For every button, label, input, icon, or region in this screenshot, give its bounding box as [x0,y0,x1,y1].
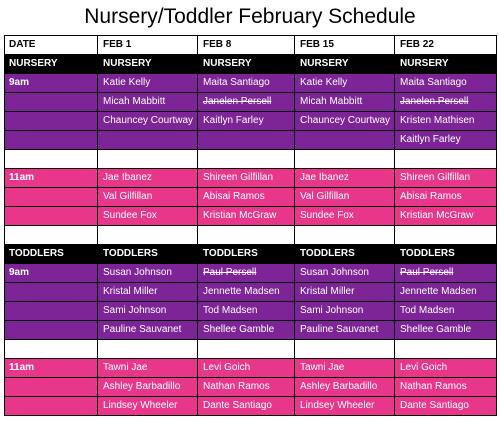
date-column-header: DATE [5,36,98,55]
date-feb-1: FEB 1 [98,36,198,55]
column-label: NURSERY [395,55,497,74]
volunteer-cell: Sami Johnson [98,302,198,321]
time-label: 11am [5,359,98,378]
spacer-row [5,226,497,245]
table-row [5,112,497,131]
table-row [5,131,497,150]
volunteer-cell: Kristian McGraw [198,207,295,226]
volunteer-cell: Kristen Mathisen [395,112,497,131]
volunteer-cell: Nathan Ramos [395,378,497,397]
time-cell-empty [5,321,98,340]
date-feb-8: FEB 8 [198,36,295,55]
time-cell-empty [5,397,98,416]
volunteer-cell: Micah Mabbitt [98,93,198,112]
volunteer-cell-struck: Paul Persell [395,264,497,283]
volunteer-cell: Maita Santiago [395,74,497,93]
nursery-section-header [5,55,497,74]
page-title: Nursery/Toddler February Schedule [84,5,416,28]
time-cell-empty [5,93,98,112]
time-cell-empty [5,207,98,226]
time-label: 9am [5,74,98,93]
column-label: NURSERY [98,55,198,74]
volunteer-cell: Shellee Gamble [198,321,295,340]
table-row [5,302,497,321]
volunteer-cell: Kristal Miller [295,283,395,302]
volunteer-cell: Tawni Jae [295,359,395,378]
volunteer-cell: Shireen Gilfillan [395,169,497,188]
column-label: NURSERY [198,55,295,74]
table-row [5,74,497,93]
volunteer-cell: Micah Mabbitt [295,93,395,112]
column-label: TODDLERS [198,245,295,264]
spacer-row [5,340,497,359]
volunteer-cell: Tod Madsen [395,302,497,321]
time-cell-empty [5,378,98,397]
volunteer-cell: Ashley Barbadillo [295,378,395,397]
volunteer-cell: Jennette Madsen [198,283,295,302]
volunteer-cell: Pauline Sauvanet [295,321,395,340]
volunteer-cell: Katie Kelly [295,74,395,93]
table-row [5,264,497,283]
volunteer-cell: Lindsey Wheeler [98,397,198,416]
volunteer-cell: Levi Goich [395,359,497,378]
volunteer-cell: Sundee Fox [98,207,198,226]
time-cell-empty [5,188,98,207]
toddlers-section-header [5,245,497,264]
volunteer-cell [295,131,395,150]
volunteer-cell: Nathan Ramos [198,378,295,397]
table-row [5,93,497,112]
volunteer-cell: Jae Ibanez [295,169,395,188]
volunteer-cell [198,131,295,150]
volunteer-cell: Jennette Madsen [395,283,497,302]
spacer-row [5,150,497,169]
time-label: 9am [5,264,98,283]
date-feb-22: FEB 22 [395,36,497,55]
volunteer-cell: Jae Ibanez [98,169,198,188]
time-label: 11am [5,169,98,188]
table-row [5,188,497,207]
column-label: NURSERY [295,55,395,74]
volunteer-cell: Pauline Sauvanet [98,321,198,340]
table-row [5,378,497,397]
volunteer-cell: Abisai Ramos [395,188,497,207]
volunteer-cell: Tod Madsen [198,302,295,321]
volunteer-cell: Kristal Miller [98,283,198,302]
volunteer-cell: Sami Johnson [295,302,395,321]
volunteer-cell: Val Gilfillan [295,188,395,207]
column-label: TODDLERS [98,245,198,264]
volunteer-cell: Maita Santiago [198,74,295,93]
schedule-table [4,35,497,416]
column-label: TODDLERS [395,245,497,264]
table-row [5,397,497,416]
volunteer-cell [98,131,198,150]
column-label: TODDLERS [295,245,395,264]
section-label: NURSERY [5,55,98,74]
volunteer-cell: Val Gilfillan [98,188,198,207]
date-feb-15: FEB 15 [295,36,395,55]
table-row [5,283,497,302]
table-row [5,169,497,188]
time-cell-empty [5,283,98,302]
time-cell-empty [5,302,98,321]
volunteer-cell: Katie Kelly [98,74,198,93]
volunteer-cell: Kaitlyn Farley [198,112,295,131]
volunteer-cell: Tawni Jae [98,359,198,378]
volunteer-cell: Dante Santiago [198,397,295,416]
volunteer-cell: Abisai Ramos [198,188,295,207]
volunteer-cell-struck: Janelen Persell [395,93,497,112]
table-row [5,321,497,340]
volunteer-cell: Shireen Gilfillan [198,169,295,188]
volunteer-cell: Chauncey Courtway [295,112,395,131]
time-cell-empty [5,131,98,150]
volunteer-cell: Chauncey Courtway [98,112,198,131]
volunteer-cell: Ashley Barbadillo [98,378,198,397]
volunteer-cell: Levi Goich [198,359,295,378]
volunteer-cell: Sundee Fox [295,207,395,226]
volunteer-cell: Dante Santiago [395,397,497,416]
volunteer-cell-struck: Janelen Persell [198,93,295,112]
volunteer-cell: Susan Johnson [98,264,198,283]
table-row [5,359,497,378]
volunteer-cell: Lindsey Wheeler [295,397,395,416]
volunteer-cell: Shellee Gamble [395,321,497,340]
table-row [5,207,497,226]
time-cell-empty [5,112,98,131]
volunteer-cell: Kristian McGraw [395,207,497,226]
date-header-row [5,36,497,55]
volunteer-cell: Susan Johnson [295,264,395,283]
volunteer-cell: Kaitlyn Farley [395,131,497,150]
volunteer-cell-struck: Paul Persell [198,264,295,283]
section-label: TODDLERS [5,245,98,264]
